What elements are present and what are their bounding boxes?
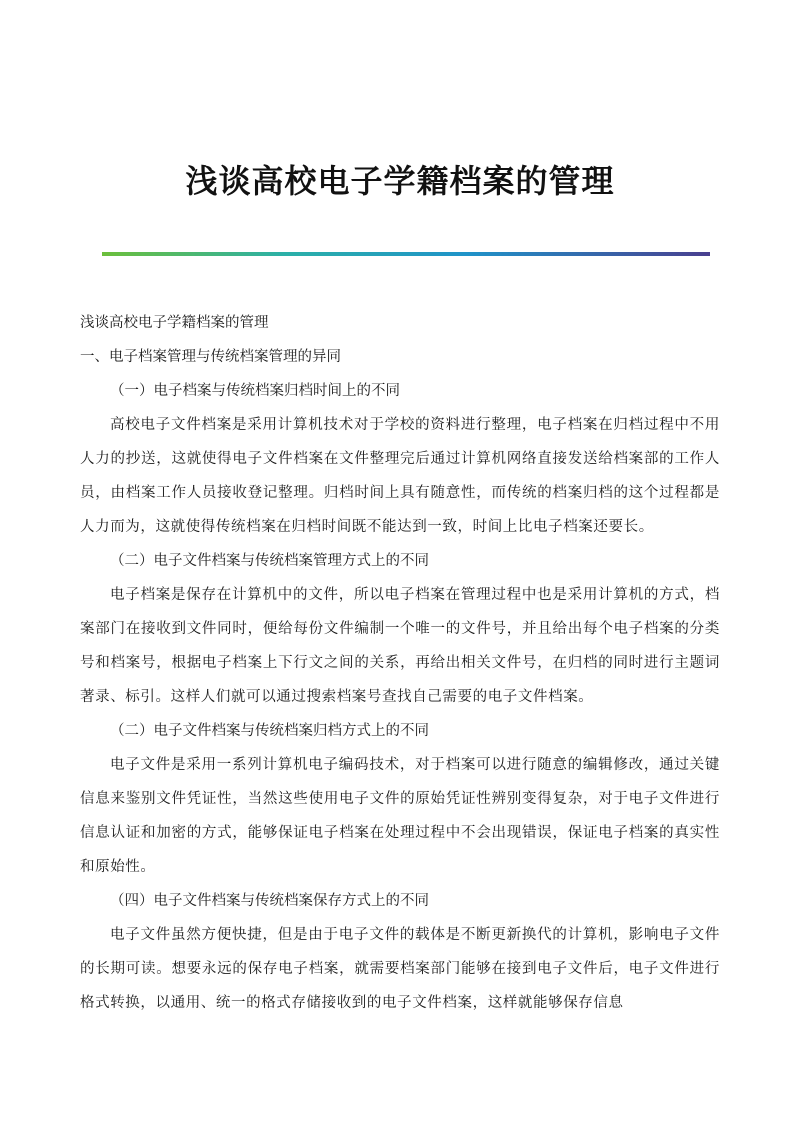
document-body: [80, 306, 720, 1020]
document-title: 浅谈高校电子学籍档案的管理: [185, 162, 615, 200]
paragraph-4: 电子文件虽然方便快捷，但是由于电子文件的载体是不断更新换代的计算机，影响电子文件的长期可读。想要永远的保存电子档案，就需要档案部门能够在接到电子文件后，电子文件进行格式转换，以通用、统一的格式存储接收到的电子文件档案，这样就能够保存信息: [80, 927, 720, 1011]
section-heading: 一、电子档案管理与传统档案管理的异同: [80, 349, 341, 365]
body-title: 浅谈高校电子学籍档案的管理: [80, 315, 269, 331]
title-divider: [102, 252, 710, 256]
subsection-heading-3: （二）电子文件档案与传统档案归档方式上的不同: [110, 723, 429, 739]
subsection-heading-4: （四）电子文件档案与传统档案保存方式上的不同: [110, 893, 429, 909]
paragraph-1: 高校电子文件档案是采用计算机技术对于学校的资料进行整理，电子档案在归档过程中不用人力的抄送，这就使得电子文件档案在文件整理完后通过计算机网络直接发送给档案部的工作人员，由档案工作人员接收登记整理。归档时间上具有随意性，而传统的档案归档的这个过程都是人力而为，这就使得传统档案在归档时间既不能达到一致，时间上比电子档案还要长。: [80, 417, 720, 535]
paragraph-3: 电子文件是采用一系列计算机电子编码技术，对于档案可以进行随意的编辑修改，通过关键信息来鉴别文件凭证性，当然这些使用电子文件的原始凭证性辨别变得复杂，对于电子文件进行信息认证和加密的方式，能够保证电子档案在处理过程中不会出现错误，保证电子档案的真实性和原始性。: [80, 757, 720, 875]
subsection-heading-1: （一）电子档案与传统档案归档时间上的不同: [110, 383, 400, 399]
subsection-heading-2: （二）电子文件档案与传统档案管理方式上的不同: [110, 553, 429, 569]
paragraph-2: 电子档案是保存在计算机中的文件，所以电子档案在管理过程中也是采用计算机的方式，档案部门在接收到文件同时，便给每份文件编制一个唯一的文件号，并且给出每个电子档案的分类号和档案号，根据电子档案上下行文之间的关系，再给出相关文件号，在归档的同时进行主题词著录、标引。这样人们就可以通过搜索档案号查找自己需要的电子文件档案。: [80, 587, 720, 705]
